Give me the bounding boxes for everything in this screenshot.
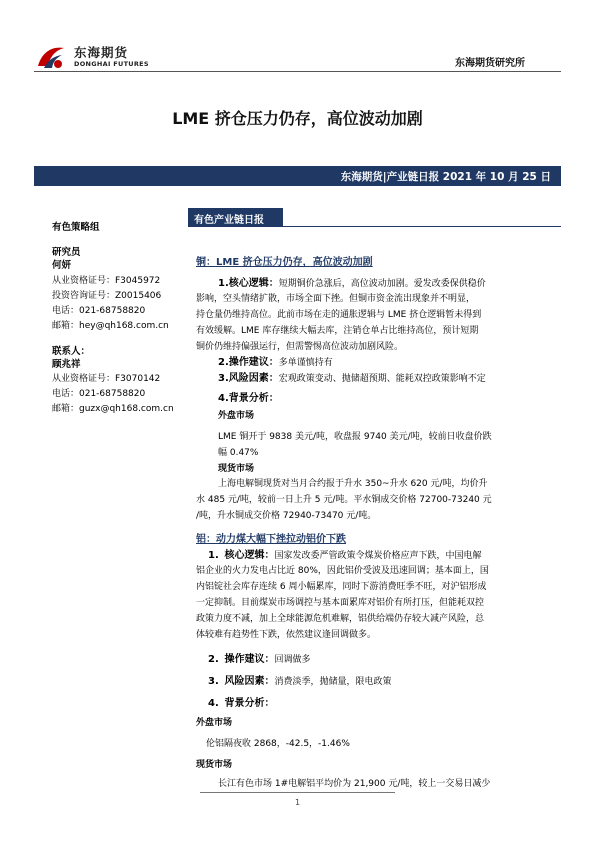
footer-divider <box>200 792 395 793</box>
aluminum-core-line: 体较难有趋势性下跌，依然建议逢回调做多。 <box>196 630 377 640</box>
copper-core-line: 影响，空头情绪扩散，市场全面下挫。但铜市资金流出现象并不明显， <box>196 294 476 304</box>
copper-core-label: 1.核心逻辑： <box>218 278 279 289</box>
copper-ext-line: LME 铜开于 9838 美元/吨，收盘报 9740 美元/吨，较前日收盘价跌 <box>218 432 492 442</box>
copper-advice: 2.操作建议：多单谨慎持有 <box>218 357 333 368</box>
researcher-email[interactable]: 邮箱：hey@qh168.com.cn <box>52 321 169 331</box>
aluminum-core-line: 一定抑制。目前煤炭市场调控与基本面累库对铝价有所打压，但能耗双控 <box>196 598 485 608</box>
copper-spot-label: 现货市场 <box>218 464 255 474</box>
aluminum-advice: 2. 操作建议：回调做多 <box>208 654 311 665</box>
strategy-group: 有色策略组 <box>52 222 100 233</box>
copper-spot-line: 上海电解铜现货对当月合约报于升水 350~升水 620 元/吨，均价升 <box>218 479 488 489</box>
aluminum-spot-label: 现货市场 <box>196 760 233 770</box>
logo-text-cn: 东海期货 <box>74 45 129 60</box>
copper-ext-label: 外盘市场 <box>218 411 255 421</box>
researcher-info-line: 从业资格证号：F3045972 <box>52 276 161 286</box>
section-tag <box>188 208 283 226</box>
contact-email[interactable]: 邮箱：guzx@qh168.com.cn <box>52 404 174 414</box>
contact-name: 顾兆祥 <box>52 359 81 370</box>
page-number: 1 <box>294 798 301 807</box>
aluminum-spot-line: 长江有色市场 1#电解铝平均价为 21,900 元/吨，较上一交易日减少 <box>218 779 491 789</box>
researcher-info-line: 投资咨询证号：Z0015406 <box>52 291 162 301</box>
copper-heading[interactable]: 铜：LME 挤仓压力仍存，高位波动加剧 <box>196 257 373 268</box>
contact-info-line: 电话：021-68758820 <box>52 389 146 399</box>
copper-spot-line: /吨，升水铜成交价格 72940-73470 元/吨。 <box>196 511 377 521</box>
aluminum-core-line: 内铝锭社会库存连续 6 周小幅累库，同时下游消费旺季不旺，对沪铝形成 <box>196 582 487 592</box>
report-date-band <box>34 166 561 186</box>
aluminum-ext-label: 外盘市场 <box>196 718 233 728</box>
aluminum-core-line: 铝企业的火力发电占比近 80%，因此铝价受波及迅速回调；基本面上，国 <box>196 566 489 576</box>
contact-info-line: 从业资格证号：F3070142 <box>52 374 161 384</box>
researcher-name: 何妍 <box>52 260 72 271</box>
logo-text-en: DONGHAI FUTURES <box>74 60 149 68</box>
report-date-text: 东海期货|产业链日报 2021 年 10 月 25 日 <box>340 171 551 183</box>
aluminum-core-line: 1. 核心逻辑：国家发改委严管政策令煤炭价格应声下跌，中国电解 <box>208 550 482 561</box>
copper-spot-line: 水 485 元/吨，较前一日上升 5 元/吨。平水铜成交价格 72700-73240 元 <box>196 495 492 505</box>
copper-core-line: 1.核心逻辑：短期铜价急涨后，高位波动加剧。爱发改委保供稳价 <box>218 278 486 289</box>
section-tag-rule <box>188 226 561 227</box>
copper-core-line: 持仓量仍维持高位。此前市场在走的通胀逻辑与 LME 挤仓逻辑暂未得到 <box>196 310 482 320</box>
copper-core-line: 有效缓解。LME 库存继续大幅去库，注销仓单占比维持高位，预计短期 <box>196 326 479 336</box>
copper-ext-line: 幅 0.47% <box>218 448 259 458</box>
aluminum-ext-line: 伦铝隔夜收 2868，-42.5，-1.46% <box>206 739 350 749</box>
copper-core-line: 铜价仍维持偏强运行，但需警惕高位波动加剧风险。 <box>196 342 404 352</box>
copper-risk: 3.风险因素：宏观政策变动、抛储超预期、能耗双控政策影响不定 <box>218 373 486 384</box>
donghai-logo-icon <box>34 40 68 74</box>
copper-bg-label: 4.背景分析： <box>218 393 279 404</box>
researcher-label: 研究员 <box>52 247 81 258</box>
header-divider <box>34 71 561 72</box>
aluminum-heading[interactable]: 铝：动力煤大幅下挫拉动铝价下跌 <box>196 534 346 545</box>
aluminum-risk: 3. 风险因素：消费淡季，抛储量，限电政策 <box>208 676 392 687</box>
researcher-info-line: 电话：021-68758820 <box>52 306 146 316</box>
aluminum-bg: 4. 背景分析： <box>208 698 275 709</box>
contact-label: 联系人： <box>52 346 91 357</box>
section-tag-text: 有色产业链日报 <box>194 215 264 226</box>
report-title: LME 挤仓压力仍存，高位波动加剧 <box>172 109 423 128</box>
company-logo <box>34 40 184 74</box>
institute-name: 东海期货研究所 <box>455 58 525 69</box>
aluminum-core-line: 政策力度不减，加上全球能源危机难解，铝供给端仍存较大减产风险，总 <box>196 614 485 624</box>
